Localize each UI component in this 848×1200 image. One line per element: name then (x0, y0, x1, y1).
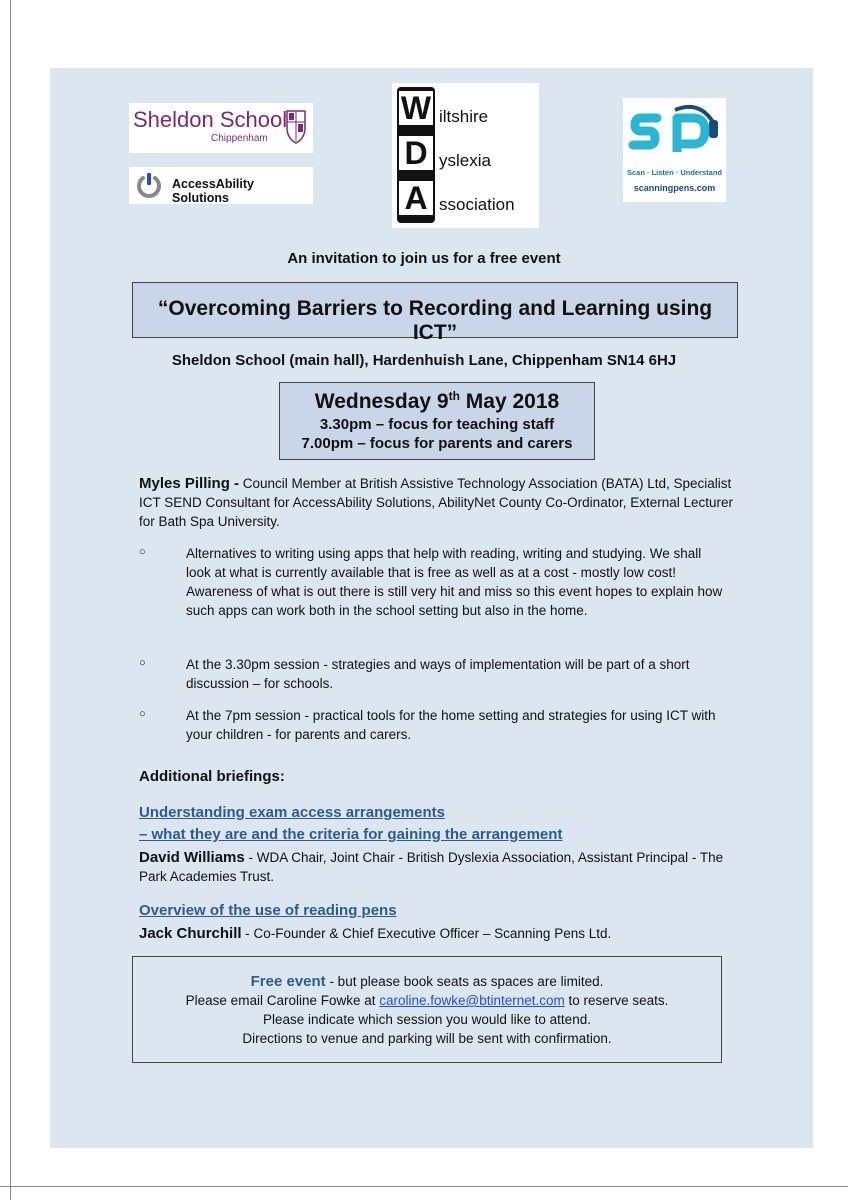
speaker-myles-pilling (139, 474, 749, 531)
headphones-sp-icon (627, 100, 722, 166)
school-crest-icon (285, 108, 307, 146)
booking-note: - but please book seats as spaces are limited. (325, 974, 604, 989)
bullet-marker: ○ (139, 708, 146, 720)
bullet-item: At the 3.30pm session - strategies and ways of implementation will be part of a short discussion – for schools. (186, 657, 690, 691)
email-prompt: Please email Caroline Fowke at (185, 993, 380, 1008)
speaker-bio: Council Member at British Assistive Technology Association (BATA) Ltd, Specialist ICT SEND Consultant for AccessAbility Solutions, AbilityNet County Co-Ordinator, External Lecturer for Bath Spa University. (139, 476, 734, 529)
contact-email-link[interactable]: caroline.fowke@btinternet.com (379, 993, 565, 1008)
wda-letter-w: W (400, 90, 432, 126)
wda-word-3: ssociation (439, 195, 515, 214)
free-event-label: Free event (250, 973, 326, 990)
event-date-rest: May 2018 (459, 390, 560, 413)
wda-letter-a: A (399, 181, 433, 215)
booking-line-1 (133, 972, 721, 991)
event-date-suffix: th (448, 389, 460, 403)
event-date (280, 389, 594, 414)
booking-info-box (132, 956, 722, 1063)
wda-word-1: iltshire (439, 107, 489, 126)
speaker-jack-churchill (139, 924, 749, 943)
additional-briefings-heading: Additional briefings: (139, 768, 285, 785)
speaker-bio: - Co-Founder & Chief Executive Officer – Scanning Pens Ltd. (241, 926, 612, 941)
accessability-logo (129, 167, 313, 204)
session-teaching-staff: 3.30pm – focus for teaching staff (319, 416, 555, 433)
bullet-item: Alternatives to writing using apps that help with reading, writing and studying. We shall look at what is currently available that is free as well as at a cost - mostly low cost! Awareness of what is out there is still very hit and miss so this event hopes to explain how such apps can work both in the school setting but also in the home. (186, 546, 723, 618)
date-box (279, 382, 595, 460)
briefing-exam-access-title[interactable]: Understanding exam access arrangements (139, 804, 445, 821)
speaker-name: David Williams (139, 849, 245, 866)
booking-line-2 (133, 991, 721, 1010)
venue-address: Sheldon School (main hall), Hardenhuish Lane, Chippenham SN14 6HJ (171, 352, 677, 369)
briefing-reading-pens-title[interactable]: Overview of the use of reading pens (139, 902, 397, 919)
email-suffix: to reserve seats. (564, 993, 669, 1008)
scanning-pens-site: scanningpens.com (633, 183, 716, 193)
page-edge-bottom (0, 1186, 848, 1187)
wda-letter-d: D (399, 136, 433, 170)
bullet-marker: ○ (139, 546, 146, 558)
session-parents-carers: 7.00pm – focus for parents and carers (301, 435, 573, 452)
booking-line-3: Please indicate which session you would like to attend. (263, 1012, 591, 1027)
scanning-pens-tagline: Scan · Listen · Understand (626, 168, 722, 177)
scanning-pens-logo (623, 98, 726, 202)
speaker-david-williams (139, 848, 749, 886)
speaker-name: Jack Churchill (139, 925, 242, 942)
wda-logo (392, 83, 539, 228)
wda-word-2: yslexia (439, 151, 491, 170)
accessability-logo-name: AccessAbility Solutions (172, 177, 254, 205)
bullet-item: At the 7pm session - practical tools for the home setting and strategies for using ICT with your children - for parents and carers. (186, 708, 716, 742)
event-title: “Overcoming Barriers to Recording and Learning using ICT” (157, 297, 713, 344)
sheldon-logo-name: Sheldon School (133, 107, 288, 132)
invitation-heading: An invitation to join us for a free event (287, 250, 561, 267)
briefing-exam-access-subtitle[interactable]: – what they are and the criteria for gaining the arrangement (139, 826, 563, 843)
event-date-day: Wednesday 9 (314, 390, 449, 413)
event-title-box (132, 282, 738, 344)
page-edge-left (10, 0, 11, 1200)
booking-line-4: Directions to venue and parking will be sent with confirmation. (242, 1031, 612, 1046)
power-icon (135, 171, 163, 199)
sheldon-school-logo (129, 103, 313, 153)
speaker-bio: - WDA Chair, Joint Chair - British Dyslexia Association, Assistant Principal - The Park Academies Trust. (139, 850, 724, 884)
speaker-name: Myles Pilling - (139, 475, 240, 492)
sheldon-logo-town: Chippenham (211, 133, 268, 144)
bullet-marker: ○ (139, 657, 146, 669)
